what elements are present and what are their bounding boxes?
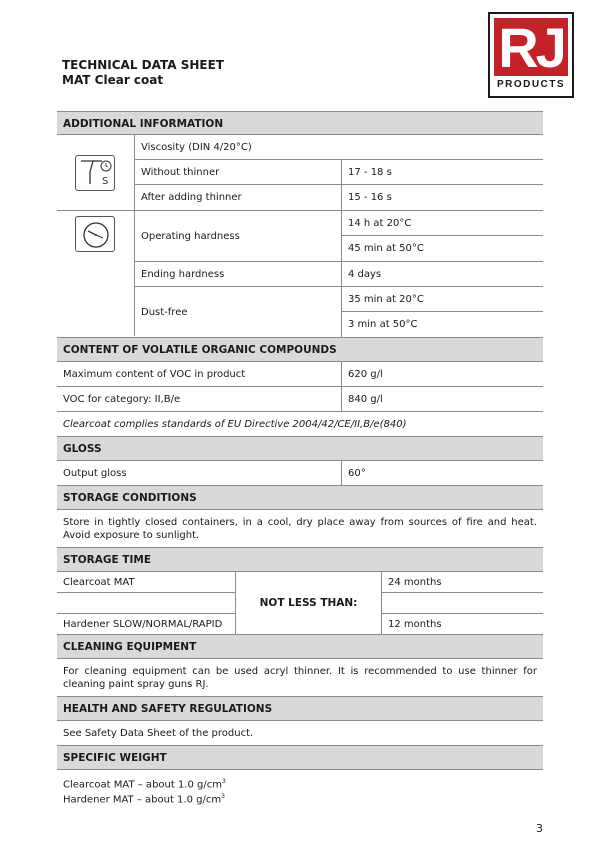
voc-category-value: 840 g/l xyxy=(348,393,383,405)
logo-letters: RJ xyxy=(494,18,568,76)
section-voc: CONTENT OF VOLATILE ORGANIC COMPOUNDS xyxy=(57,338,543,362)
title-line-1: TECHNICAL DATA SHEET xyxy=(62,58,224,72)
without-thinner-value: 17 - 18 s xyxy=(348,166,392,178)
viscosity-group xyxy=(57,135,543,211)
after-thinner-value: 15 - 16 s xyxy=(348,192,392,203)
operating-hardness-value-1: 14 h at 20°C xyxy=(342,211,543,236)
cleaning-row xyxy=(57,659,543,697)
specific-weight-block xyxy=(57,770,543,813)
viscosity-cup-icon xyxy=(75,155,115,191)
after-thinner-label: After adding thinner xyxy=(135,185,342,210)
storage-value-empty xyxy=(382,593,543,614)
voc-note-row xyxy=(57,412,543,437)
dust-free-value-1: 35 min at 20°C xyxy=(342,287,543,312)
storage-value-hardener: 12 months xyxy=(388,619,442,630)
storage-conditions-row xyxy=(57,510,543,548)
dust-free-value-2: 3 min at 50°C xyxy=(348,319,418,330)
section-storage-time: STORAGE TIME xyxy=(57,548,543,572)
section-storage-conditions: STORAGE CONDITIONS xyxy=(57,486,543,510)
voc-note: Clearcoat complies standards of EU Directive 2004/42/CE/II,B/e(840) xyxy=(63,418,407,430)
voc-category-row xyxy=(57,387,543,412)
health-row xyxy=(57,721,543,746)
hardness-group xyxy=(57,211,543,338)
section-specific-weight: SPECIFIC WEIGHT xyxy=(57,746,543,770)
data-sheet-table xyxy=(57,111,543,813)
storage-item-empty xyxy=(57,593,235,614)
logo-subtitle: PRODUCTS xyxy=(496,79,566,90)
svg-text:S: S xyxy=(102,176,109,187)
voc-max-value: 620 g/l xyxy=(348,368,383,380)
gloss-label: Output gloss xyxy=(57,461,342,485)
storage-item-hardener: Hardener SLOW/NORMAL/RAPID xyxy=(63,619,223,630)
title-line-2: MAT Clear coat xyxy=(62,73,164,87)
cleaning-text: For cleaning equipment can be used acryl thinner. It is recommended to use thinner for cleaning paint spray guns RJ. xyxy=(63,666,537,690)
without-thinner-label: Without thinner xyxy=(135,160,342,184)
viscosity-label: Viscosity (DIN 4/20°C) xyxy=(141,141,252,153)
health-text: See Safety Data Sheet of the product. xyxy=(63,727,254,739)
weight-clearcoat: Clearcoat MAT – about 1.0 $g/cm^3$ xyxy=(63,778,226,791)
storage-item-clearcoat: Clearcoat MAT xyxy=(57,572,235,593)
section-gloss: GLOSS xyxy=(57,437,543,461)
clock-icon xyxy=(75,216,115,252)
section-cleaning-equipment: CLEANING EQUIPMENT xyxy=(57,635,543,659)
page-number: 3 xyxy=(536,822,543,835)
document-title xyxy=(62,58,224,88)
operating-hardness-label: Operating hardness xyxy=(135,211,342,261)
operating-hardness-value-2: 45 min at 50°C xyxy=(348,243,424,254)
storage-conditions-text: Store in tightly closed containers, in a cool, dry place away from sources of fire and heat. Avoid exposure to sunlight. xyxy=(63,517,537,541)
gloss-value: 60° xyxy=(348,467,366,479)
storage-time-table xyxy=(57,572,543,635)
dust-free-label: Dust-free xyxy=(135,287,342,337)
ending-hardness-value: 4 days xyxy=(348,269,382,280)
weight-hardener: Hardener MAT – about 1.0 $g/cm^3$ xyxy=(63,793,225,806)
voc-max-row xyxy=(57,362,543,387)
gloss-row xyxy=(57,461,543,486)
voc-category-label: VOC for category: II,B/e xyxy=(57,387,342,411)
rj-products-logo xyxy=(488,12,574,98)
section-health-safety: HEALTH AND SAFETY REGULATIONS xyxy=(57,697,543,721)
ending-hardness-label: Ending hardness xyxy=(135,262,342,286)
storage-value-clearcoat: 24 months xyxy=(382,572,543,593)
not-less-than-label: NOT LESS THAN: xyxy=(236,572,382,634)
voc-max-label: Maximum content of VOC in product xyxy=(57,362,342,386)
section-additional-information: ADDITIONAL INFORMATION xyxy=(57,111,543,135)
